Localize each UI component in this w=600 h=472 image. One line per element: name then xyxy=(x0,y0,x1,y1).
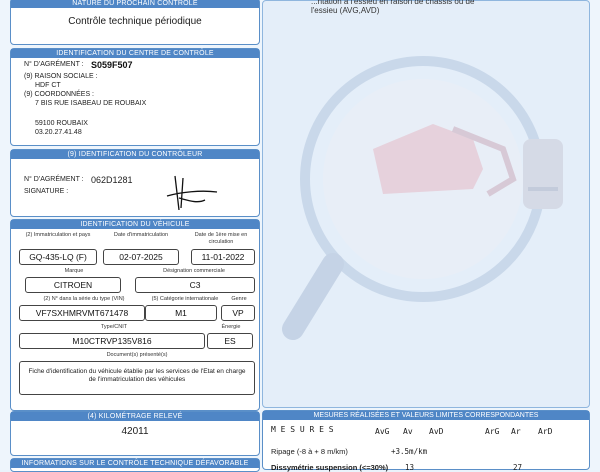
vehicule-panel xyxy=(10,219,260,411)
signature-mark xyxy=(161,170,221,210)
centre-agrement-value: S059F507 xyxy=(91,60,133,70)
controleur-agrement-label: N° D'AGRÉMENT : xyxy=(24,176,84,183)
centre-header: IDENTIFICATION DU CENTRE DE CONTRÔLE xyxy=(11,49,259,58)
categorie-field: M1 xyxy=(145,305,217,321)
controleur-panel xyxy=(10,149,260,217)
designation-field: C3 xyxy=(135,277,255,293)
next-inspection-panel xyxy=(10,0,260,45)
kilometrage-panel xyxy=(10,411,260,456)
vin-field: VF7SXHMRVMT671478 xyxy=(19,305,145,321)
centre-agrement-label: N° D'AGRÉMENT : xyxy=(24,61,84,68)
marque-field: CITROEN xyxy=(25,277,121,293)
col-ard: ArD xyxy=(538,427,553,436)
controleur-agrement-value: 062D1281 xyxy=(91,175,133,185)
vin-label: (2) N° dans la série du type (VIN) xyxy=(43,296,125,302)
ripage-value: +3.5m/km xyxy=(391,447,428,456)
controleur-header: (9) IDENTIFICATION DU CONTRÔLEUR xyxy=(11,150,259,159)
marque-label: Marque xyxy=(64,268,84,274)
date-first-field: 11-01-2022 xyxy=(191,249,255,265)
immat-field: GQ-435-LQ (F) xyxy=(19,249,97,265)
raison-sociale-label: (9) RAISON SOCIALE : xyxy=(24,73,98,80)
energie-field: ES xyxy=(207,333,253,349)
date-immat-field: 02-07-2025 xyxy=(103,249,179,265)
col-arg: ArG xyxy=(485,427,500,436)
col-ar: Ar xyxy=(511,427,521,436)
dissymetrie-value-av: 13 xyxy=(405,463,415,472)
ripage-label: Ripage (-8 à + 8 m/km) xyxy=(271,447,348,456)
signature-label: SIGNATURE : xyxy=(24,188,69,195)
type-field: M10CTRVP135V816 xyxy=(19,333,205,349)
defavorable-header: INFORMATIONS SUR LE CONTRÔLE TECHNIQUE DÉFAVORABLE xyxy=(11,459,259,468)
kilometrage-header: (4) KILOMÉTRAGE RELEVÉ xyxy=(11,412,259,421)
phone-number: 03.20.27.41.48 xyxy=(35,129,82,136)
defects-panel xyxy=(262,0,590,408)
immat-label: (2) Immatriculation et pays xyxy=(25,232,91,238)
designation-label: Désignation commerciale xyxy=(163,268,225,274)
col-avg: AvG xyxy=(375,427,390,436)
defects-text-line1: ...ntation à l'essieu en raison de châssis ou de xyxy=(311,0,475,6)
defects-text-line2: l'essieu (AVG,AVD) xyxy=(311,6,380,15)
address-line2: 59100 ROUBAIX xyxy=(35,120,88,127)
mesures-title: M E S U R E S xyxy=(271,425,334,434)
magnifier-car-watermark xyxy=(273,29,573,359)
kilometrage-value: 42011 xyxy=(121,426,149,437)
centre-panel xyxy=(10,48,260,146)
address-line1: 7 BIS RUE ISABEAU DE ROUBAIX xyxy=(35,100,147,107)
mesures-header: MESURES RÉALISÉES ET VALEURS LIMITES CORRESPONDANTES xyxy=(263,411,589,420)
dissymetrie-value-ar: 27 xyxy=(513,463,523,472)
genre-label: Genre xyxy=(231,296,247,302)
raison-sociale-value: HDF CT xyxy=(35,82,61,89)
date-first-label: Date de 1ère mise en circulation xyxy=(194,232,248,245)
type-label: Type/CNIT xyxy=(100,324,128,330)
col-avd: AvD xyxy=(429,427,444,436)
date-immat-label: Date d'immatriculation xyxy=(113,232,169,238)
categorie-label: (5) Catégorie internationale xyxy=(151,296,219,302)
documents-label: Document(s) présenté(s) xyxy=(106,352,168,358)
col-av: Av xyxy=(403,427,413,436)
vehicule-header: IDENTIFICATION DU VÉHICULE xyxy=(11,220,259,229)
dissymetrie-label: Dissymétrie suspension (<=30%) xyxy=(271,463,389,472)
mesures-panel xyxy=(262,410,590,470)
energie-label: Énergie xyxy=(221,324,241,330)
genre-field: VP xyxy=(221,305,255,321)
next-inspection-header: NATURE DU PROCHAIN CONTRÔLE xyxy=(11,0,259,8)
next-inspection-value: Contrôle technique périodique xyxy=(68,16,202,27)
documents-field: Fiche d'identification du véhicule établie par les services de l'Etat en charge de l'immatriculation des véhicules xyxy=(19,361,255,395)
coordonnees-label: (9) COORDONNÉES : xyxy=(24,91,95,98)
